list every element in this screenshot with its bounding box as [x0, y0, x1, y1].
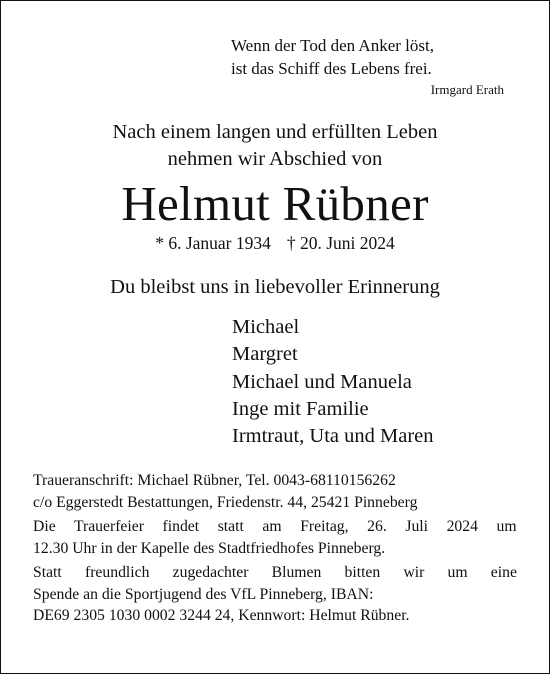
donation-line: Statt freundlich zugedachter Blumen bitten wir um eine — [33, 564, 517, 581]
mourner-name: Michael — [232, 316, 300, 338]
intro-line: nehmen wir Abschied von — [167, 148, 383, 170]
donation-line: Spende an die Sportjugend des VfL Pinneberg, IBAN: — [33, 585, 374, 603]
mourner-name: Irmtraut, Uta und Maren — [232, 425, 434, 448]
funeral-line: 12.30 Uhr in der Kapelle des Stadtfriedhofes Pinneberg. — [33, 539, 386, 557]
address-line: Traueranschrift: Michael Rübner, Tel. 0043-68110156262 — [33, 472, 396, 489]
memory-line: Du bleibst uns in liebevoller Erinnerung — [110, 276, 440, 298]
funeral-line: Die Trauerfeier findet statt am Freitag, 26. Juli 2024 um — [33, 518, 517, 535]
birth-date: * 6. Januar 1934 — [155, 233, 271, 253]
life-dates — [1, 233, 549, 254]
address-line: c/o Eggerstedt Bestattungen, Friedenstr. 44, 25421 Pinneberg — [33, 493, 418, 511]
intro-line: Nach einem langen und erfüllten Leben — [112, 121, 438, 143]
death-date: † 20. Juni 2024 — [286, 233, 395, 253]
mourner-name: Margret — [232, 343, 298, 366]
funeral-info — [33, 516, 517, 559]
mourning-address — [33, 470, 517, 513]
mourners-list — [232, 314, 434, 450]
mourner-name: Inge mit Familie — [232, 397, 369, 420]
donation-info — [33, 562, 517, 627]
intro-text — [1, 119, 549, 173]
epigraph-quote — [231, 34, 434, 80]
mourner-name: Michael und Manuela — [232, 370, 412, 393]
quote-author: Irmgard Erath — [430, 82, 504, 97]
quote-line: Wenn der Tod den Anker löst, — [231, 36, 434, 55]
donation-line: DE69 2305 1030 0002 3244 24, Kennwort: Helmut Rübner. — [33, 607, 410, 624]
quote-line: ist das Schiff des Lebens frei. — [231, 59, 432, 78]
deceased-name: Helmut Rübner — [121, 176, 429, 231]
notice-details — [33, 470, 517, 627]
